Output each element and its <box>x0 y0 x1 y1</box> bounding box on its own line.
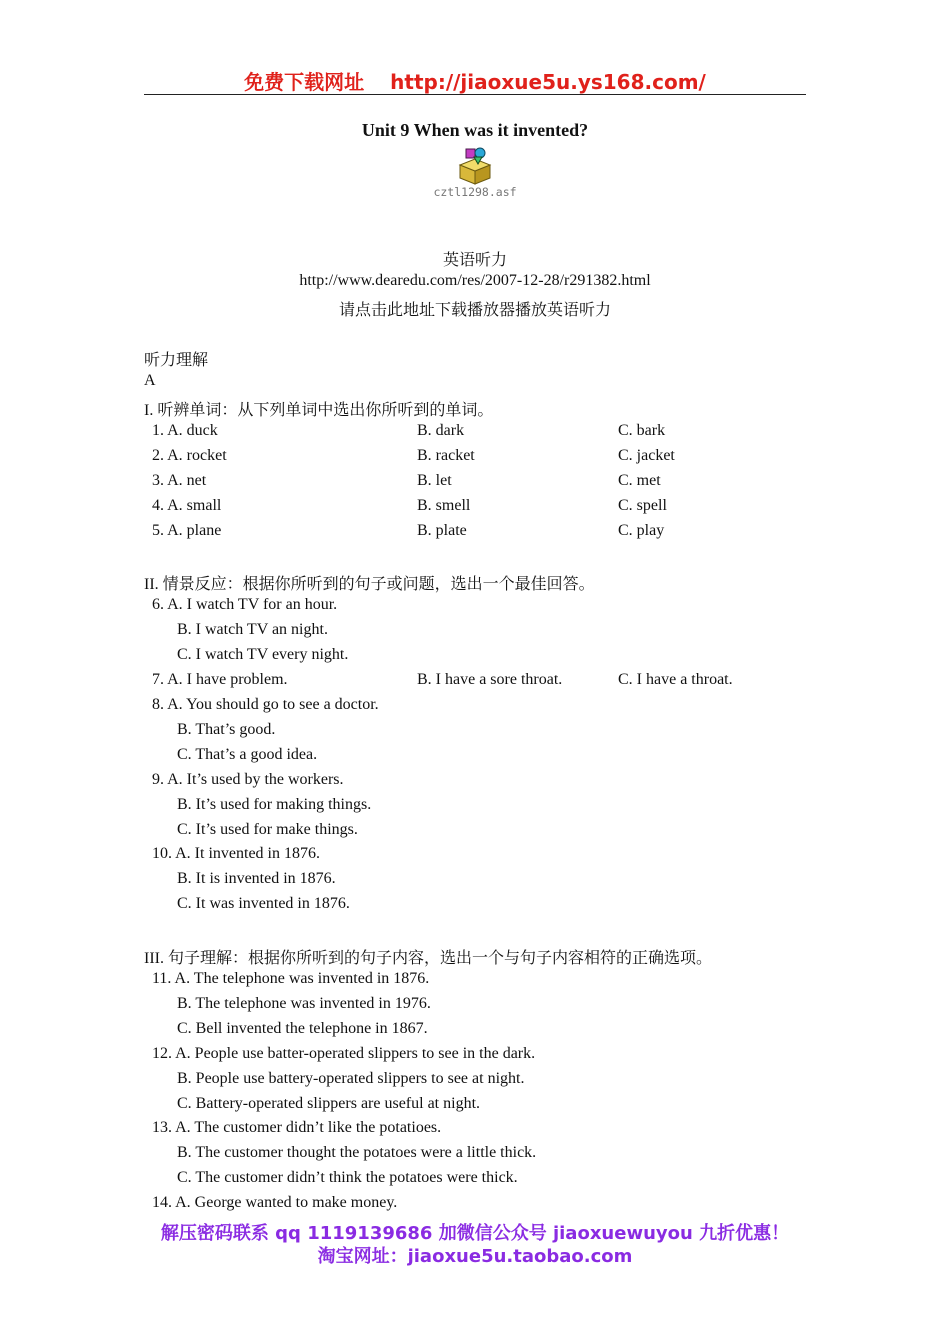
question-option: B. I have a sore throat. <box>417 671 563 688</box>
question-option: B. let <box>417 472 452 489</box>
question-option: B. It’s used for making things. <box>177 796 372 813</box>
part3-heading: III. 句子理解：根据你所听到的句子内容，选出一个与句子内容相符的正确选项。 <box>144 950 712 967</box>
question-option: 11. A. The telephone was invented in 1876. <box>152 970 430 987</box>
question-option: C. It’s used for make things. <box>177 821 358 838</box>
question-option: 3. A. net <box>152 472 207 489</box>
question-option: 8. A. You should go to see a doctor. <box>152 696 379 713</box>
question-option: B. racket <box>417 447 475 464</box>
question-option: 2. A. rocket <box>152 447 227 464</box>
question-option: C. jacket <box>618 447 675 464</box>
question-option: 7. A. I have problem. <box>152 671 288 688</box>
question-option: C. I have a throat. <box>618 671 733 688</box>
question-option: C. met <box>618 472 661 489</box>
question-option: C. I watch TV every night. <box>177 646 349 663</box>
listening-note: 请点击此地址下载播放器播放英语听力 <box>338 302 611 319</box>
listening-title: 英语听力 <box>442 252 507 269</box>
question-option: B. The customer thought the potatoes were a little thick. <box>177 1144 537 1161</box>
question-option: 5. A. plane <box>152 522 222 539</box>
question-option: 9. A. It’s used by the workers. <box>152 771 344 788</box>
question-option: C. That’s a good idea. <box>177 746 318 763</box>
footer-shop-link[interactable]: 淘宝网址：jiaoxue5u.taobao.com <box>317 1246 633 1267</box>
question-option: 13. A. The customer didn’t like the potatioes. <box>152 1119 442 1136</box>
question-option: B. plate <box>417 522 467 539</box>
question-option: B. dark <box>417 422 465 439</box>
question-option: B. The telephone was invented in 1976. <box>177 995 431 1012</box>
question-option: C. Battery-operated slippers are useful at night. <box>177 1095 481 1112</box>
attachment-file[interactable] <box>420 145 530 190</box>
question-option: B. People use battery-operated slippers to see at night. <box>177 1070 525 1087</box>
question-option: C. bark <box>618 422 666 439</box>
question-option: B. It is invented in 1876. <box>177 870 336 887</box>
header-banner <box>0 66 950 95</box>
attachment-filename[interactable]: cztl1298.asf <box>433 185 517 199</box>
question-option: 12. A. People use batter-operated slippers to see in the dark. <box>152 1045 536 1062</box>
banner-url-link[interactable]: http://jiaoxue5u.ys168.com/ <box>390 70 706 94</box>
document-title: Unit 9 When was it invented? <box>361 120 589 140</box>
question-option: B. I watch TV an night. <box>177 621 328 638</box>
part1-heading: I. 听辨单词：从下列单词中选出你所听到的单词。 <box>144 402 494 419</box>
header-divider <box>144 94 806 95</box>
question-option: C. Bell invented the telephone in 1867. <box>177 1020 428 1037</box>
question-option: 10. A. It invented in 1876. <box>152 845 320 862</box>
question-option: 6. A. I watch TV for an hour. <box>152 596 338 613</box>
question-option: C. It was invented in 1876. <box>177 895 350 912</box>
question-option: 14. A. George wanted to make money. <box>152 1194 398 1211</box>
question-option: B. That’s good. <box>177 721 276 738</box>
question-option: C. play <box>618 522 665 539</box>
question-option: C. The customer didn’t think the potatoes were thick. <box>177 1169 518 1186</box>
listening-url-link[interactable]: http://www.dearedu.com/res/2007-12-28/r291382.html <box>299 272 651 289</box>
question-option: 4. A. small <box>152 497 222 514</box>
package-icon <box>456 145 494 185</box>
part-label: A <box>144 372 156 389</box>
question-option: B. smell <box>417 497 471 514</box>
footer-contact: 解压密码联系 qq 1119139686 加微信公众号 jiaoxuewuyou 九折优惠！ <box>160 1223 790 1244</box>
question-option: 1. A. duck <box>152 422 218 439</box>
section-label: 听力理解 <box>144 352 209 369</box>
part2-heading: II. 情景反应：根据你所听到的句子或问题，选出一个最佳回答。 <box>144 576 595 593</box>
banner-text: 免费下载网址 <box>244 70 365 94</box>
question-option: C. spell <box>618 497 667 514</box>
